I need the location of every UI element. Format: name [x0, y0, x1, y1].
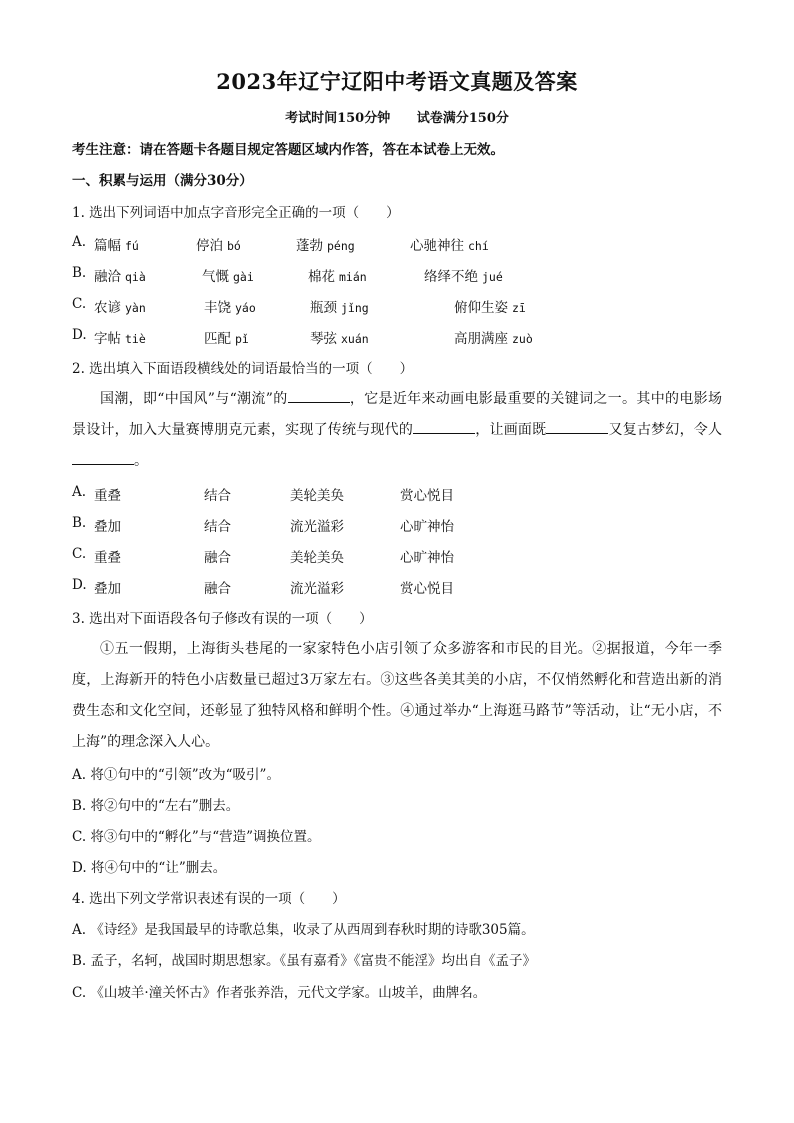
q2-option-word: 心旷神怡	[400, 550, 454, 566]
q1-word-item	[196, 234, 241, 254]
full-score: 试卷满分150分	[416, 111, 509, 126]
word: 高朋满座	[454, 331, 508, 347]
answer-blank	[413, 419, 475, 434]
pinyin: yáo	[235, 301, 256, 315]
q2-option-word: 结合	[204, 488, 231, 504]
word: 瓶颈	[310, 300, 337, 316]
q1-word-item	[308, 265, 367, 285]
q2-option-word: 赏心悦目	[400, 488, 454, 504]
pinyin: zuò	[512, 332, 533, 346]
q2-option-word: 融合	[204, 550, 231, 566]
word: 字帖	[94, 331, 121, 347]
q3-passage: ①五一假期，上海街头巷尾的一家家特色小店引领了众多游客和市民的目光。②据报道，今年一季度，上海新开的特色小店数量已超过3万家左右。③这些各美其美的小店，不仅悄然孵化和营造出新的消费生态和文化空间，还彰显了独特风格和鲜明个性。④通过举办“上海逛马路节”等活动，让“无小店，不上海”的理念深入人心。	[72, 641, 722, 750]
q1-word-item	[202, 265, 254, 285]
page-title: 2023年辽宁辽阳中考语文真题及答案	[216, 69, 578, 94]
word: 农谚	[94, 300, 121, 316]
pinyin: yàn	[125, 301, 146, 315]
section-heading: 一、积累与运用（满分30分）	[72, 173, 253, 189]
q2-option-word: 美轮美奂	[290, 550, 344, 566]
q4-option-b: B. 孟子，名轲，战国时期思想家。《虽有嘉肴》《富贵不能淫》均出自《孟子》	[72, 953, 537, 969]
pinyin: pǐ	[235, 332, 249, 346]
q1-word-item	[94, 265, 146, 285]
q2-option-word: 流光溢彩	[290, 581, 344, 597]
word: 蓬勃	[296, 238, 323, 254]
q2-option-word: 重叠	[94, 550, 121, 566]
q1-option-label: A.	[72, 234, 87, 250]
pinyin: jué	[482, 270, 503, 284]
q2-option-label: C.	[72, 546, 87, 562]
q2-option-label: A.	[72, 484, 87, 500]
q1-word-item	[94, 327, 146, 347]
q3-option-d: D. 将④句中的“让”删去。	[72, 860, 227, 876]
word: 络绎不绝	[424, 269, 478, 285]
q3-stem: 3. 选出对下面语段各句子修改有误的一项（ ）	[72, 611, 373, 627]
q1-word-item	[204, 327, 249, 347]
q2-option-word: 叠加	[94, 581, 121, 597]
q2-option-word: 重叠	[94, 488, 121, 504]
word: 篇幅	[94, 238, 121, 254]
q1-word-item	[204, 296, 256, 316]
word: 匹配	[204, 331, 231, 347]
q1-word-item	[94, 296, 146, 316]
pinyin: fú	[125, 239, 139, 253]
q1-word-item	[310, 296, 369, 316]
q1-word-item	[424, 265, 503, 285]
word: 心驰神往	[410, 238, 464, 254]
q1-word-item	[296, 234, 355, 254]
q2-option-word: 融合	[204, 581, 231, 597]
q2-option-word: 赏心悦目	[400, 581, 454, 597]
q2-option-word: 心旷神怡	[400, 519, 454, 535]
q1-word-item	[94, 234, 139, 254]
q1-word-item	[310, 327, 369, 347]
pinyin: tiè	[125, 332, 146, 346]
exam-info	[0, 107, 794, 126]
q2-option-word: 流光溢彩	[290, 519, 344, 535]
q4-stem: 4. 选出下列文学常识表述有误的一项（ ）	[72, 891, 346, 907]
q3-option-a: A. 将①句中的“引领”改为“吸引”。	[72, 767, 280, 783]
pinyin: gài	[233, 270, 254, 284]
q2-stem: 2. 选出填入下面语段横线处的词语最恰当的一项（ ）	[72, 361, 414, 377]
notice: 考生注意：请在答题卡各题目规定答题区域内作答，答在本试卷上无效。	[72, 142, 504, 158]
pinyin: jǐng	[341, 301, 369, 315]
q3-option-b: B. 将②句中的“左右”删去。	[72, 798, 240, 814]
q1-option-label: D.	[72, 327, 87, 343]
q1-word-item	[410, 234, 489, 254]
pinyin: qià	[125, 270, 146, 284]
q2-option-word: 叠加	[94, 519, 121, 535]
word: 融洽	[94, 269, 121, 285]
q2-option-label: B.	[72, 515, 87, 531]
pinyin: xuán	[341, 332, 369, 346]
pinyin: mián	[339, 270, 367, 284]
word: 俯仰生姿	[454, 300, 508, 316]
q1-option-label: B.	[72, 265, 87, 281]
q4-option-a: A. 《诗经》是我国最早的诗歌总集，收录了从西周到春秋时期的诗歌305篇。	[72, 922, 535, 938]
q1-word-item	[454, 327, 533, 347]
word: 棉花	[308, 269, 335, 285]
q4-option-c: C. 《山坡羊·潼关怀古》作者张养浩，元代文学家。山坡羊，曲牌名。	[72, 985, 487, 1001]
word: 气慨	[202, 269, 229, 285]
word: 琴弦	[310, 331, 337, 347]
answer-blank	[288, 388, 350, 403]
word: 丰饶	[204, 300, 231, 316]
pinyin: bó	[227, 239, 241, 253]
answer-blank	[72, 450, 134, 465]
q2-option-word: 美轮美奂	[290, 488, 344, 504]
pinyin: chí	[468, 239, 489, 253]
answer-blank	[546, 419, 608, 434]
q2-passage: 国潮，即“中国风”与“潮流”的 ，它是近年来动画电影最重要的关键词之一。其中的电影场景设计，加入大量赛博朋克元素，实现了传统与现代的 ，让画面既 又复古梦幻，令人。	[72, 384, 722, 477]
pinyin: péng	[327, 239, 355, 253]
q1-stem: 1. 选出下列词语中加点字音形完全正确的一项（ ）	[72, 205, 400, 221]
q2-option-word: 结合	[204, 519, 231, 535]
q1-option-label: C.	[72, 296, 87, 312]
q2-option-label: D.	[72, 577, 87, 593]
q1-word-item	[454, 296, 526, 316]
exam-time: 考试时间150分钟	[285, 111, 391, 126]
word: 停泊	[196, 238, 223, 254]
pinyin: zī	[512, 301, 526, 315]
q3-option-c: C. 将③句中的“孵化”与“营造”调换位置。	[72, 829, 321, 845]
